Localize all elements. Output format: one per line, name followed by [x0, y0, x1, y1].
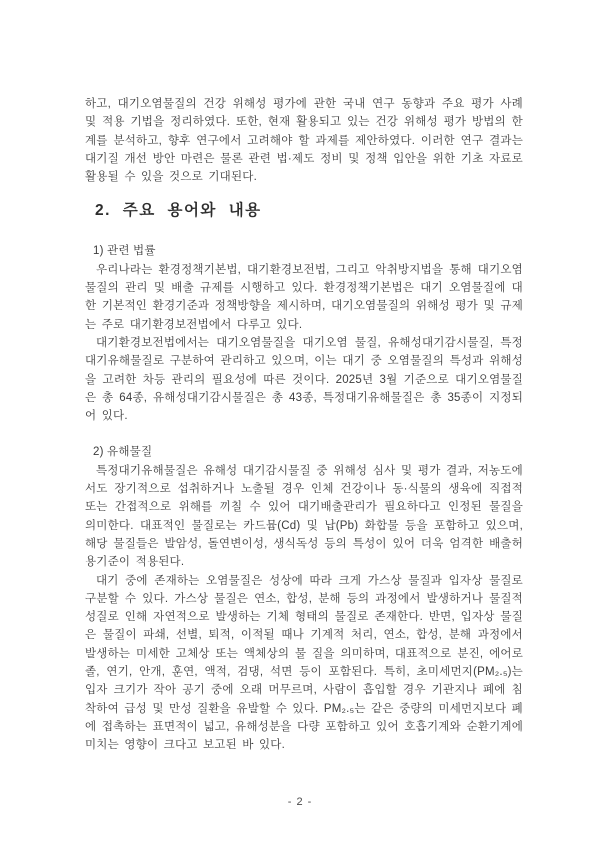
intro-paragraph: 하고, 대기오염물질의 건강 위해성 평가에 관한 국내 연구 동향과 주요 평가 사례 및 적용 기법을 정리하였다. 또한, 현재 활용되고 있는 건강 위해성 평가 방법의 한계를 분석하고, 향후 연구에서 고려해야 할 과제를 제안하였다. 이러한 연구 결과는 대기질 개선 방안 마련은 물론 관련 법·제도 정비 및 정책 입안을 위한 기초 자료로 활용될 수 있을 것으로 기대된다.: [85, 98, 523, 184]
paragraph-related-laws-1: 우리나라는 환경정책기본법, 대기환경보전법, 그리고 악취방지법을 통해 대기오염물질의 관리 및 배출 규제를 시행하고 있다. 환경정책기본법은 대기 오염물질에 대한 기본적인 환경기준과 정책방향을 제시하며, 대기오염물질의 위해성 평가 및 규제는 주로 대기환경보전법에서 다루고 있다.: [85, 263, 523, 331]
page-content: [85, 95, 523, 755]
subsection-label-hazardous-substances: 2) 유해물질: [93, 446, 153, 459]
paragraph-hazardous-substances-2: 대기 중에 존재하는 오염물질은 성상에 따라 크게 가스상 물질과 입자상 물질로 구분할 수 있다. 가스상 물질은 연소, 합성, 분해 등의 과정에서 발생하거나 물질적 성질로 인해 자연적으로 발생하는 기체 형태의 물질로 존재한다. 반면, 입자상 물질은 물질이 파쇄, 선별, 퇴적, 이적될 때나 기계적 처리, 연소, 합성, 분해 과정에서 발생하는 미세한 고체상 또는 액체상의 물 질을 의미하며, 대표적으로 분진, 에어로졸, 연기, 안개, 훈연, 액적, 검댕, 석면 등이 포함된다. 특히, 초미세먼지(PM₂.₅)는 입자 크기가 작아 공기 중에 오래 머무르며, 사람이 흡입할 경우 기관지나 폐에 침착하여 급성 및 만성 질환을 유발할 수 있다. PM₂.₅는 같은 중량의 미세먼지보다 폐에 접촉하는 표면적이 넓고, 유해성분을 다량 포함하고 있어 호흡기계와 순환기계에 미치는 영향이 크다고 보고된 바 있다.: [85, 574, 523, 752]
subsection-label-related-laws: 1) 관련 법률: [93, 245, 156, 258]
page-number: - 2 -: [287, 796, 313, 808]
section-heading: 2. 주요 용어와 내용: [95, 202, 262, 220]
paragraph-related-laws-2: 대기환경보전법에서는 대기오염물질을 대기오염 물질, 유해성대기감시물질, 특정대기유해물질로 구분하여 관리하고 있으며, 이는 대기 중 오염물질의 특성과 위해성을 고려한 차등 관리의 필요성에 따른 것이다. 2025년 3월 기준으로 대기오염물질은 총 64종, 유해성대기감시물질은 총 43종, 특정대기유해물질은 총 35종이 지정되어 있다.: [85, 336, 523, 423]
paragraph-hazardous-substances-1: 특정대기유해물질은 유해성 대기감시물질 중 위해성 심사 및 평가 결과, 저농도에서도 장기적으로 섭취하거나 노출될 경우 인체 건강이나 동·식물의 생육에 직접적 또는 간접적으로 위해를 끼칠 수 있어 대기배출관리가 필요하다고 인정된 물질을 의미한다. 대표적인 물질로는 카드뮴(Cd) 및 납(Pb) 화합물 등을 포함하고 있으며, 해당 물질들은 발암성, 돌연변이성, 생식독성 등의 특성이 있어 더욱 엄격한 배출허용기준이 적용된다.: [85, 464, 523, 569]
